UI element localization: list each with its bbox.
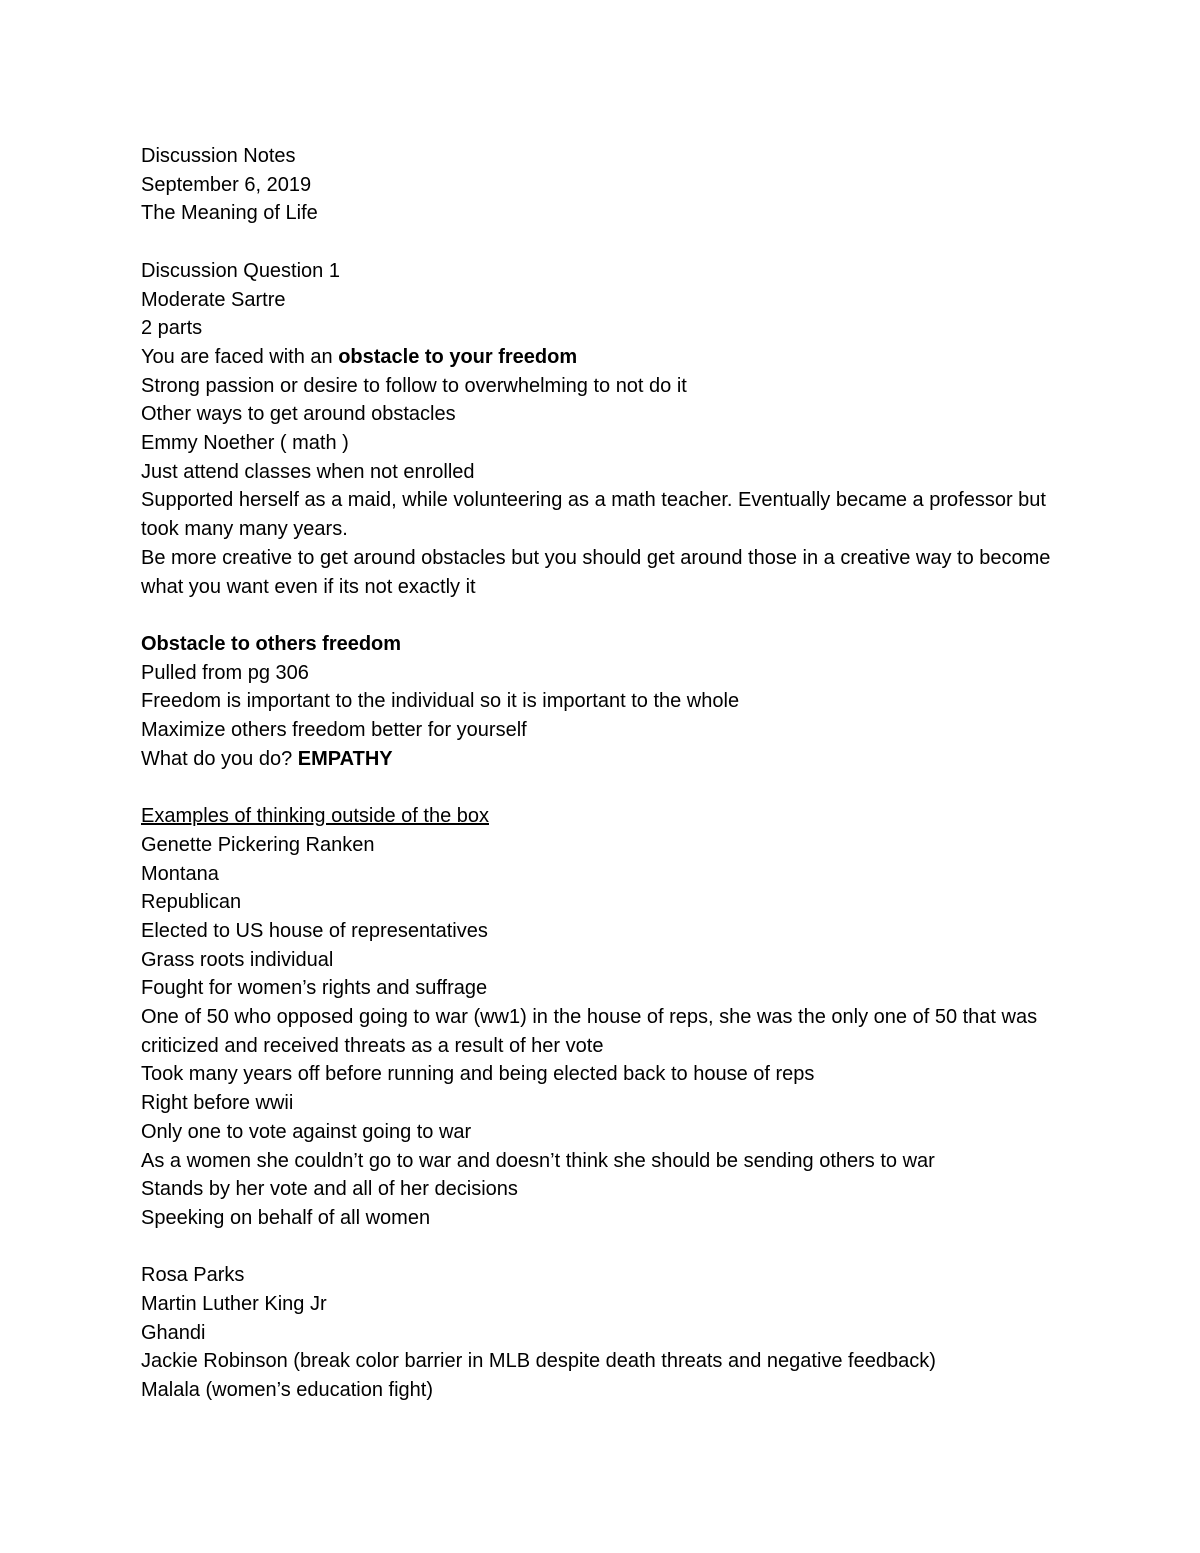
note-line-what (141, 745, 1061, 774)
list-item: Stands by her vote and all of her decisions (141, 1178, 518, 1201)
note-line: Just attend classes when not enrolled (141, 460, 475, 483)
list-item: Right before wwii (141, 1092, 294, 1115)
document-title: Discussion Notes (141, 145, 296, 167)
list-item: Took many years off before running and being elected back to house of reps (141, 1063, 815, 1086)
list-item: Jackie Robinson (break color barrier in MLB despite death threats and negative feedback) (141, 1350, 936, 1373)
spacer (141, 773, 1061, 802)
list-item: Malala (women’s education fight) (141, 1379, 434, 1402)
note-line: Freedom is important to the individual so it is important to the whole (141, 690, 740, 713)
list-item: Fought for women’s rights and suffrage (141, 977, 488, 1000)
note-line: Other ways to get around obstacles (141, 403, 456, 426)
list-item: Montana (141, 862, 219, 885)
note-line: 2 parts (141, 317, 203, 340)
spacer (141, 1233, 1061, 1262)
faced-emphasis: obstacle to your freedom (338, 345, 578, 368)
note-line: Be more creative to get around obstacles but you should get around those in a creative way to become what you want even if its not exactly it (141, 546, 1056, 598)
document-topic: The Meaning of Life (141, 202, 318, 225)
list-item: Martin Luther King Jr (141, 1293, 327, 1316)
note-line-faced (141, 343, 1061, 372)
list-item: Rosa Parks (141, 1264, 245, 1287)
note-line: Supported herself as a maid, while volunteering as a math teacher. Eventually became a professor but took many many years. (141, 489, 1052, 541)
what-emphasis: EMPATHY (297, 747, 393, 770)
list-item: Speeking on behalf of all women (141, 1206, 431, 1229)
spacer (141, 601, 1061, 630)
document-date: September 6, 2019 (141, 173, 312, 196)
spacer (141, 228, 1061, 257)
what-prefix: What do you do? (141, 747, 298, 770)
list-item: Genette Pickering Ranken (141, 833, 375, 856)
list-item: Grass roots individual (141, 948, 334, 971)
note-line: Emmy Noether ( math ) (141, 432, 349, 455)
section2-heading: Obstacle to others freedom (141, 632, 402, 655)
list-item: Only one to vote against going to war (141, 1120, 472, 1143)
list-item: Republican (141, 891, 242, 914)
list-item: One of 50 who opposed going to war (ww1) in the house of reps, she was the only one of 50 that was criticized and received threats as a result of her vote (141, 1006, 1043, 1057)
note-line: Moderate Sartre (141, 288, 286, 311)
list-item: As a women she couldn’t go to war and doesn’t think she should be sending others to war (141, 1149, 935, 1172)
list-item: Ghandi (141, 1321, 206, 1344)
note-line: Pulled from pg 306 (141, 661, 309, 684)
note-line: Strong passion or desire to follow to overwhelming to not do it (141, 374, 687, 397)
faced-prefix: You are faced with an (141, 345, 339, 368)
list-item: Elected to US house of representatives (141, 919, 488, 942)
section3-heading: Examples of thinking outside of the box (141, 805, 489, 828)
notes-body (141, 142, 1061, 1405)
section1-heading: Discussion Question 1 (141, 259, 340, 282)
note-line: Maximize others freedom better for yourself (141, 719, 527, 742)
